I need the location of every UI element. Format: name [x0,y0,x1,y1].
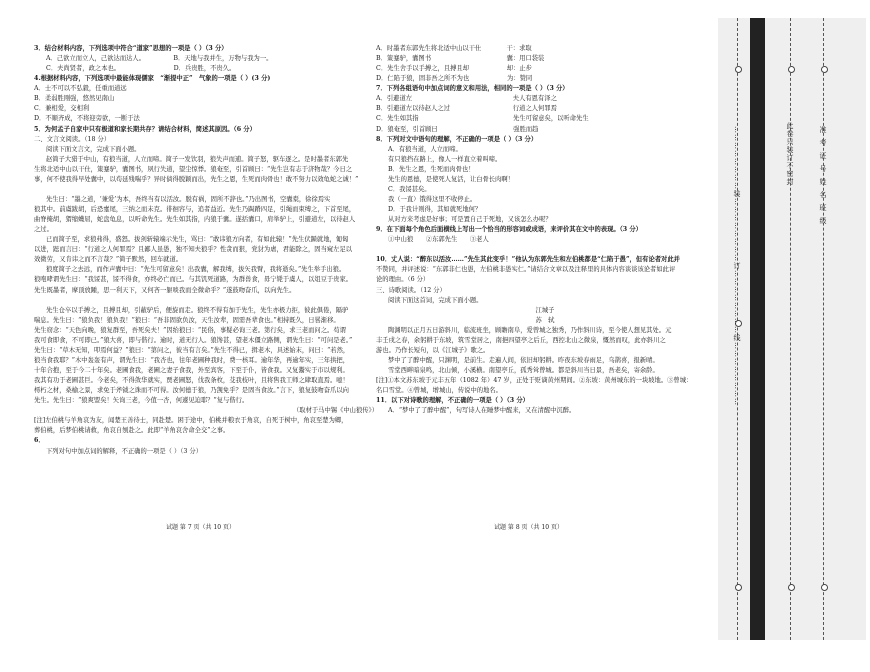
binding-outer-text: ……………………装……………………订……………………线…………………… [733,126,741,406]
right-text-line: 丰壬戌之春，余躬耕于东坡，筑雪堂居之，南挹四望亭之后丘，西控北山之微泉，慨然而叹，此亦斜川之 [376,336,666,344]
left-text-line: 已而简子至，求狼弗得，盛怒。拔剑斩辕端示先生，骂曰：“敢讳狼方向者，有如此辕！”先生伏踬就地，匍匐 [46,236,349,244]
right-text-line: 11．以下对诗歌的理解，不正确的一项是（ ）（3 分） [376,397,529,405]
right-text-line: 雪堂西畔暗泉鸣，北山倾，小溪横。南望亭丘，孤秀耸曾城。都是斜川当日景，吾老矣，寄余龄。 [388,367,659,374]
right-text-line: C．我馁甚矣。 [388,185,431,193]
right-text-line: [注]①本文苏东坡于元丰五年（1082 年）47 岁，正处于贬谪黄州期间。②东坡：黄州城东的一块坡地。③曾城： [376,377,693,385]
right-text-line: 我（一直）饿得这里不收停止。 [388,195,477,203]
right-text-line: A．时墨者东郭先生将北适中山以干仕 干：求取 [376,45,532,52]
left-text-line: 十年合抱，至于今二十年矣。老圃食我，老圃之妻子食我，外至宾客，下至于仆，皆食我。又复鬻实于市以规利。 [34,367,349,374]
left-text-line: 阅读下面文言文，完成下面小题。 [46,145,141,153]
left-text-line: 先生窃念：“天色向晚，狼复群至，吾死矣夫！”因绐狼曰：“民俗，事疑必询三老。第行矣，求三老而问之。苟谓 [34,326,346,334]
right-text-line: 论的理由。（6 分） [376,276,430,284]
binding-notice-text: 此卷只装订不密封 [786,122,794,186]
left-text-line: 我可食即食，不可即已。”狼大喜，即与偕行。逾时，道无行人。狼馋甚，望老木僵立路侧，谓先生曰：“可问是老。” [34,336,353,344]
right-text-line: B．先生之恩，生死而肉骨也！ [388,165,475,173]
binding-seal-line [823,18,824,640]
left-text-line: 3．结合材料内容，下列选项中符合“道家”思想的一项是（ ）（3 分） [34,45,228,52]
left-text-line: 之过。 [34,226,53,234]
left-text-line: 以进，跽而言曰：“行道之人何罪焉？且鄙人虽愚，独不知夫狼乎？性贪而狠，党豺为虐，君能除之，固当窥左足以 [34,246,353,254]
left-text-line: A．己欲立而立人，己欲达而达人。 B．天地与我并生，万物与我为一。 [46,55,273,63]
binding-strip [718,18,866,640]
left-text-line: 生将北适中山以干仕，策蹇驴，囊图书，夙行失道，望尘惊悸。狼奄至，引首顾曰：“先生岂有志于济物哉？今日之 [34,165,353,173]
binding-hole-icon [788,584,795,591]
right-text-line: 先生的恩德，是使死人复活，让白骨长肉啊！ [388,175,514,183]
left-text-line: 狼当食我耶？”木中轰轰有声，谓先生曰：“我杏也，往年老圃种我时，费一核耳。逾年华，再逾年实，三年拱把， [34,356,349,364]
right-text-line: 游也。乃作长短句，以《江城子》歌之。 [376,346,490,354]
left-page-footer: 试题 第 7 页（共 10 页） [166,524,235,531]
right-text-line: 不赞同，并评述说：“东郭非仁也愚，左伯桃非愚实仁。”请结合文章以及注释里的具体内容谈谈该论者如此评 [376,266,676,274]
right-text-line [376,245,714,255]
right-text-line: 江城子 [535,306,555,314]
right-page-footer: 试题 第 8 页（共 10 页） [494,524,563,531]
left-text-line: 狼度简子之去远，而作声囊中曰：“先生可留意矣！出我囊，解我缚，拔矢我臂，我将逝矣。”先生举手出狼。 [46,266,346,274]
left-page-column [34,44,378,457]
left-text-line: 曲脊掩胡，猬缩蠖屈，蛇盘龟息，以听命先生。先生如其指，内狼于囊。遂括囊口，肩举驴上，引避道左，以待赵人 [34,216,356,224]
left-text-line: C．夫尚贤者，政之本也。 D．兵贵胜，不贵久。 [46,65,236,73]
left-text-line: [注]左伯桃与羊角哀为友，闻楚王善待士，同赴楚。困于途中，伯桃并粮衣于角哀，自死于树中，角哀至楚为卿， [34,417,348,425]
left-text-line: 先生曰：“墨之道，‘兼爱’为本，吾终当有以活汝。脱有祸，固所不辞也。”乃出图书，空囊橐，徐徐焉实 [46,195,331,203]
right-text-line: 梦中了了醉中醒，只渊明，是前生。走遍人间，依旧却躬耕。昨夜东坡春雨足，乌鹊喜，报新晴。 [388,356,659,364]
right-text-line: D．仁陷于狼，固非吾之所不为也 为：赞同 [376,75,533,83]
left-text-line: 樗朽之材，桑榆之景，求免于斧钺之诛而不可得。汝何德于狼，乃觊免乎？是固当食汝。”言下，狼复鼓吻奋爪以向 [34,387,349,395]
left-text-line: 6． [34,437,45,445]
left-text-line: 先生既墨者，摩顶放踵，思一利天下，又何吝一躯啖我而全微命乎？”遂鼓吻奋爪，以向先生。 [34,286,296,294]
right-text-line: 三、诗歌阅读。（12 分） [376,286,446,294]
left-text-line: A．士不可以不弘毅，任重而道远 [34,85,127,93]
right-text-line: D．于我计则得，其如就死地何？ [388,206,482,213]
left-text-line: 先生。先生曰：“狼爽盟矣！矢询三老，今值一杏，何遽见迫耶？”复与偕行。 [34,397,249,405]
right-text-line: B．策蹇驴，囊图书 囊：用口袋装 [376,55,545,63]
left-text-line: C．兼相爱，交相利 [34,105,90,113]
right-text-line: 苏 轼 [535,316,555,324]
left-text-line [34,296,378,306]
right-text-line: 从对方来考虑是好事；可是置自己于死地，又该怎么办呢？ [388,216,552,224]
left-text-line: 狼咆哮谓先生曰：“我馁甚，馁不得食，亦终必亡而已。与其饥死道路，为群兽食，毋宁毙于虞人，以俎豆于贵家。 [34,276,353,284]
right-text-line: 7．下列各组语句中加点词的意义和用法，相同的一项是（ ）（3 分） [376,85,569,93]
left-text-line: 先生仓卒以手搏之，且搏且却，引蔽驴后，便旋而走。狼终不得有加于先生，先生亦极力拒，彼此俱倦，隔驴 [46,306,349,314]
left-text-line [34,185,378,195]
right-text-line: B．引避道左以待赵人之过 行道之人何罪焉 [376,105,557,113]
left-text-line: B．柔弱胜刚强，悠然见南山 [34,95,115,103]
right-page-column [376,44,714,416]
binding-field-labels: 准考证号姓名班级 [819,126,827,230]
left-text-line: 效微劳，又肯讳之而不言哉？”简子默然，回车就道。 [34,256,183,264]
binding-hole-icon [735,584,742,591]
right-text-line: 阅读下面这首词，完成下面小题。 [388,296,483,304]
right-text-line: A．引避道左 夫人有恩有泽之 [376,95,557,103]
right-text-line: D．狼奄至，引首顾曰 强胜而趋 [376,125,539,133]
binding-black-bar [750,18,765,640]
left-text-line: 事，何不使我得早处囊中，以苟延残喘乎？异时倘得脱颖而出，先生之恩，生死而肉骨也！敢不努力以效龟蛇之诚！” [34,175,359,183]
binding-hole-icon [735,66,742,73]
binding-hole-icon [788,66,795,73]
right-text-line: 8．下列对文中语句的理解，不正确的一项是（ ）（3 分） [376,135,538,143]
right-text-line: C．先生如其指 先生可留意矣，以听命先生 [376,115,589,123]
left-text-line: 5．为何孟子自家中只有极道和家长期共存？请结合材料，简述其原因。（6 分） [34,125,256,133]
left-text-line: 二、文言文阅读。（18 分） [34,135,111,143]
right-text-line: 有只狼挡在路上，像人一样直立着叫啼。 [388,155,502,163]
right-text-line: ①中山狼 ②东郭先生 ③老人 [388,236,489,244]
left-text-line: 下列对句中加点词的解释，不正确的一项是（ ）（3 分） [46,447,202,455]
left-text-line: （取材于马中锡《中山狼传》） [292,407,378,415]
right-text-line: 9．在下面每个角色后面横线上写出一个恰当的形容词或成语，来评价其在文中的表现。（3 分） [376,226,642,234]
right-text-line: 陶渊明以正月五日游斜川，临流班坐，顾瞻南阜，爱曾城之独秀，乃作斜川诗，至今使人想见其处。元 [388,326,672,334]
right-text-line: 10．丈人说：“醉东以活汝……”先生其此变乎！”他认为东郭先生和左伯桃都是“仁陷于愚”，但有论者对此并 [376,256,680,264]
left-text-line: 赵简子大猎于中山，有狼当道，人立而啼。简子一发饮羽，狼失声而逋。简子怒，驱车逐之。是时墨者东郭先 [46,155,349,163]
left-text-line: 4.根据材料内容，下列选项中最能体现儒家 “渐提中正” 气象的一项是（ ）(3 分) [34,75,271,83]
left-text-line: 狼其中。前虞跋胡，后恐疐尾，三纳之而未克。徘徊容与，追者益近。先生乃跼蹐四足，引绳而束缚之，下首至尾， [34,206,356,213]
left-text-line: 我其有功于老圃甚巨。今老矣，不得敛华就实，贾老圃怒，伐我条枚，芟我枝叶，且将售我工师之肆取直焉。噫！ [34,377,349,385]
left-text-line: 先生曰：“草木无知，叩焉何益？”狼曰：“第问之，彼当有言矣。”先生不得已，揖老木，具述始末，问曰：“若然， [34,346,350,354]
binding-hole-icon [821,66,828,73]
left-text-line: 喘息。先生曰：“狼负我！狼负我！”狼曰：“吾非固欲负汝，天生汝辈，固需吾辈食也。”相持既久，日晷渐移。 [34,316,340,324]
left-text-line: D．不顺齐成，不将迎旁欲，一断于法 [34,115,140,123]
right-text-line: A．“梦中了了醉中醒”，句写诗人在睡梦中醒来，又在清醒中沉醉。 [388,407,576,415]
binding-fold-line [790,18,791,640]
right-text-line: C．先生舍手以手搏之，且搏且却 却：止步 [376,65,532,73]
left-text-line: 葬伯桃，后梦伯桃请救，角哀自刎赴之。此即“羊角哀舍命全交”之事。 [34,427,230,435]
right-text-line: 名口雪堂。④曾城，增城山，传说中的地名。 [376,387,502,395]
right-text-line: A．有狼当道，人立而啼。 [388,145,462,153]
binding-hole-icon [821,584,828,591]
